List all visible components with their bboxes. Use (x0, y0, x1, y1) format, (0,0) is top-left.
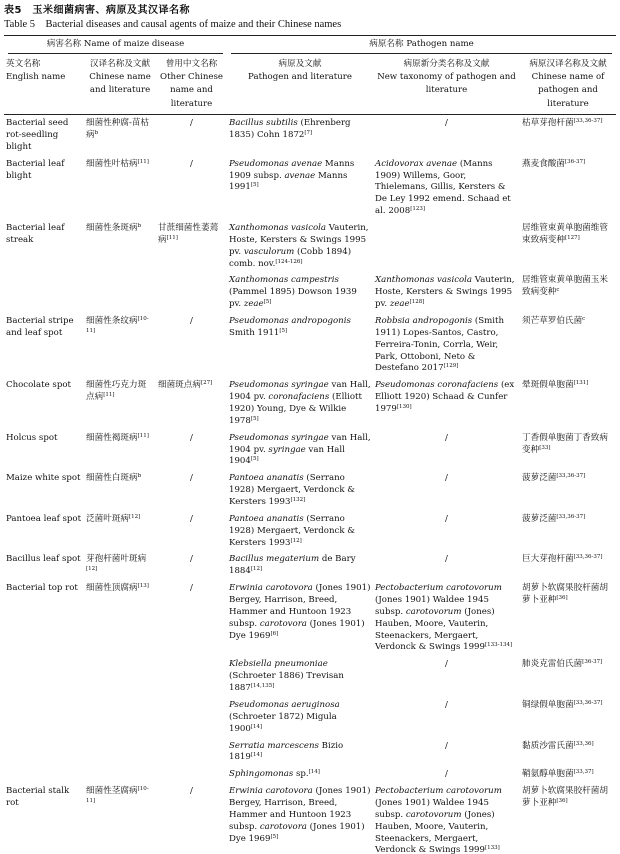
scientific-name: Bacillus subtilis (229, 118, 298, 129)
cell-other-chinese-name (156, 430, 227, 471)
cell-chinese-name (84, 551, 156, 580)
authority-text: van Hall, 1904 pv. (229, 432, 371, 455)
cell-english-name (4, 430, 84, 471)
scientific-name: Pseudomonas syringae (229, 432, 329, 443)
cell-english-name (4, 551, 84, 580)
pathogen-chinese-name-ref: [33,36] (573, 740, 594, 747)
cell-pathogen-chinese-name (520, 156, 616, 220)
table-row (4, 511, 616, 552)
reference-citation: [14] (308, 769, 320, 776)
column-header-row (4, 56, 616, 115)
cell-pathogen-chinese-name (520, 220, 616, 272)
cell-other-chinese-name (156, 511, 227, 552)
cell-new-taxonomy (373, 156, 520, 220)
table-caption-zh: 表5 玉米细菌病害、病原及其汉译名称 (4, 5, 190, 16)
cell-pathogen (227, 115, 373, 156)
cell-pathogen (227, 656, 373, 697)
chinese-name: 细菌性白斑病 (86, 473, 138, 484)
new-taxonomy-empty: / (445, 740, 448, 751)
cell-pathogen (227, 313, 373, 377)
other-chinese-name: / (190, 316, 193, 326)
scientific-name: Pseudomonas andropogonis (229, 316, 351, 326)
other-chinese-name-ref: [11] (166, 234, 178, 241)
pathogen-chinese-name-ref: [33,36-37] (573, 554, 603, 561)
cell-english-name (4, 783, 84, 854)
authority-text: Vauterin, Hoste, Kersters & Swings 1995 pv. (375, 275, 515, 310)
cell-new-taxonomy (373, 738, 520, 767)
cell-chinese-name (84, 430, 156, 471)
cell-pathogen-chinese-name (520, 656, 616, 697)
chinese-name-ref: [11] (137, 158, 149, 165)
authority-text: (Ehrenberg 1835) Cohn 1872 (229, 118, 351, 140)
new-taxonomy-empty: / (445, 659, 448, 670)
cell-other-chinese-name (156, 766, 227, 783)
reference-citation: [130] (396, 404, 412, 411)
reference-citation: [6] (270, 630, 279, 637)
pathogen-chinese-name-ref: c (582, 316, 586, 322)
other-chinese-name: / (190, 786, 193, 797)
cell-pathogen-chinese-name (520, 272, 616, 313)
cell-english-name (4, 470, 84, 511)
cell-english-name (4, 697, 84, 738)
pathogen-chinese-name-ref: [33,36-37] (556, 473, 586, 480)
pathogen-chinese-name: 晕斑假单胞菌 (522, 380, 574, 391)
authority-text: (Pammel 1895) Dowson 1939 pv. (229, 287, 357, 310)
cell-english-name (4, 220, 84, 272)
cell-english-name (4, 656, 84, 697)
pathogen-chinese-name: 燕麦食酸菌 (522, 158, 565, 169)
pathogen-chinese-name: 须芒草罗伯氏菌 (522, 316, 583, 326)
reference-citation: [133] (485, 845, 500, 852)
subspecies-name: avenae (284, 170, 316, 181)
english-name: Holcus spot (6, 432, 58, 443)
table-row (4, 580, 616, 656)
cell-new-taxonomy (373, 272, 520, 313)
cell-pathogen-chinese-name (520, 580, 616, 656)
pathogen-chinese-name-ref: [127] (564, 234, 580, 241)
cell-other-chinese-name (156, 377, 227, 429)
cell-english-name (4, 272, 84, 313)
scientific-name: Xanthomonas vasicola (375, 275, 473, 286)
cell-english-name (4, 580, 84, 656)
authority-text: (Elliott 1920) Young, Dye & Wilkie 1978 (229, 392, 362, 426)
authority-text: (Jones 1901) Waldee 1945 subsp. (375, 797, 489, 820)
table-row (4, 656, 616, 697)
cell-english-name (4, 115, 84, 156)
scientific-name: Acidovorax avenae (375, 158, 458, 169)
cell-other-chinese-name (156, 313, 227, 377)
english-name: Chocolate spot (6, 380, 71, 391)
reference-citation: [5] (250, 456, 259, 463)
subspecies-name: carotovorum (405, 606, 462, 617)
cell-pathogen-chinese-name (520, 430, 616, 471)
cell-other-chinese-name (156, 470, 227, 511)
authority-text: (Jones 1901) Bergey, Harrison, Breed, Hammer and Huntoon 1923 subsp. (229, 583, 371, 629)
cell-pathogen (227, 156, 373, 220)
chinese-name: 细菌性条斑病 (86, 222, 138, 233)
cell-other-chinese-name (156, 272, 227, 313)
cell-chinese-name (84, 220, 156, 272)
cell-other-chinese-name (156, 551, 227, 580)
pathogen-chinese-name: 居维管束黄单胞菌维管束致病变种 (522, 222, 608, 245)
cell-english-name (4, 511, 84, 552)
cell-new-taxonomy (373, 766, 520, 783)
pathogen-chinese-name: 菠萝泛菌 (522, 473, 557, 484)
reference-citation: [5] (263, 299, 272, 306)
new-taxonomy-empty: / (445, 554, 448, 565)
cell-pathogen-chinese-name (520, 783, 616, 854)
cell-pathogen-chinese-name (520, 470, 616, 511)
cell-chinese-name (84, 783, 156, 854)
authority-text: (Jones 1901) Waldee 1945 subsp. (375, 595, 489, 617)
table-row (4, 766, 616, 783)
subspecies-name: coronafaciens (268, 392, 330, 403)
subspecies-name: carotovora (259, 618, 307, 629)
english-name: Bacterial seed rot-seedling blight (6, 118, 69, 152)
english-name: Maize white spot (6, 473, 81, 484)
chinese-name: 泛菌叶斑病 (86, 513, 129, 524)
reference-citation: [5] (270, 833, 279, 840)
chinese-name-ref: b (137, 473, 142, 480)
scientific-name: Xanthomonas vasicola (229, 222, 327, 233)
chinese-name-ref: [10-11] (86, 316, 149, 334)
new-taxonomy-empty: / (445, 432, 448, 443)
pathogen-chinese-name: 枯草芽孢杆菌 (522, 118, 574, 129)
cell-pathogen (227, 377, 373, 429)
col-header-pathogen-chinese-name: 病原汉译名称及文献 Chinese name of pathogen and literature (529, 58, 607, 109)
pathogen-chinese-name: 铜绿假单胞菌 (522, 699, 574, 710)
cell-new-taxonomy (373, 656, 520, 697)
english-name: Bacterial leaf streak (6, 222, 65, 245)
other-chinese-name: / (190, 118, 193, 129)
scientific-name: Erwinia carotovora (229, 786, 313, 797)
subspecies-name: zeae (243, 299, 264, 310)
other-chinese-name: / (190, 158, 193, 169)
chinese-name: 细菌性叶枯病 (86, 158, 138, 169)
cell-english-name (4, 156, 84, 220)
new-taxonomy-empty: / (445, 473, 448, 484)
cell-chinese-name (84, 656, 156, 697)
cell-pathogen (227, 697, 373, 738)
pathogen-chinese-name: 肺炎克雷伯氏菌 (522, 659, 583, 670)
reference-citation: [14] (250, 752, 263, 759)
pathogen-chinese-name: 胡萝卜软腐果胶杆菌胡萝卜亚种 (522, 786, 608, 808)
table-row (4, 377, 616, 429)
pathogen-chinese-name-ref: [36-37] (582, 659, 603, 666)
chinese-name-ref: [12] (86, 566, 98, 573)
cell-new-taxonomy (373, 580, 520, 656)
pathogen-chinese-name: 菠萝泛菌 (522, 513, 557, 524)
cell-english-name (4, 738, 84, 767)
english-name: Bacillus leaf spot (6, 554, 81, 565)
cell-pathogen (227, 470, 373, 511)
other-chinese-name-ref: [27] (200, 380, 213, 387)
reference-citation: [7] (304, 129, 313, 136)
other-chinese-name: 甘蔗细菌性萎蔫病 (158, 222, 219, 245)
pathogen-chinese-name: 黏质沙雷氏菌 (522, 740, 574, 751)
table-row (4, 783, 616, 854)
scientific-name: Klebsiella pneumoniae (229, 659, 328, 670)
table-row (4, 115, 616, 156)
reference-citation: [123] (410, 206, 426, 213)
cell-new-taxonomy (373, 313, 520, 377)
cell-pathogen (227, 738, 373, 767)
authority-text: Vauterin, Hoste, Kersters & Swings 1995 pv. (229, 222, 369, 257)
cell-other-chinese-name (156, 115, 227, 156)
cell-pathogen (227, 580, 373, 656)
table-body (4, 115, 616, 854)
col-header-other-chinese-name: 曾用中文名称 Other Chinese name and literature (160, 58, 223, 109)
chinese-name-ref: [11] (103, 392, 115, 399)
pathogen-chinese-name-ref: [131] (573, 380, 589, 387)
cell-new-taxonomy (373, 220, 520, 272)
other-chinese-name: / (190, 432, 193, 443)
reference-citation: [124-126] (275, 258, 303, 265)
cell-new-taxonomy (373, 430, 520, 471)
subspecies-name: carotovorum (405, 809, 462, 820)
authority-text: Manns 1909 subsp. (229, 158, 355, 181)
other-chinese-name: / (190, 473, 193, 484)
table-row (4, 430, 616, 471)
cell-new-taxonomy (373, 115, 520, 156)
cell-pathogen (227, 220, 373, 272)
new-taxonomy-empty: / (445, 769, 448, 780)
table-caption-en: Table 5 Bacterial diseases and causal agents of maize and their Chinese names (4, 19, 342, 30)
reference-citation: [133-134] (485, 642, 513, 649)
scientific-name: Xanthomonas campestris (229, 275, 339, 286)
new-taxonomy-empty: / (445, 699, 448, 710)
pathogen-chinese-name: 居维管束黄单胞菌玉米致病变种 (522, 275, 608, 298)
table-row (4, 220, 616, 272)
new-taxonomy-empty: / (445, 118, 448, 129)
cell-other-chinese-name (156, 220, 227, 272)
cell-chinese-name (84, 511, 156, 552)
authority-text: (Jones) Hauben, Moore, Vauterin, Steenackers, Mergaert, Verdonck & Swings 1999 (375, 809, 495, 854)
other-chinese-name: 细菌斑点病 (158, 380, 201, 391)
reference-citation: [5] (250, 415, 259, 422)
cell-chinese-name (84, 115, 156, 156)
pathogen-chinese-name-ref: [33,36-37] (573, 699, 603, 706)
cell-chinese-name (84, 697, 156, 738)
chinese-name-ref: [12] (128, 513, 141, 520)
cell-other-chinese-name (156, 697, 227, 738)
pathogen-chinese-name: 胡萝卜软腐果胶杆菌胡萝卜亚种 (522, 583, 608, 606)
english-name: Bacterial stalk rot (6, 786, 70, 808)
authority-text: (Jones 1901) Dye 1969 (229, 618, 365, 641)
chinese-name-ref: b (94, 129, 99, 136)
scientific-name: Pectobacterium carotovorum (375, 786, 502, 797)
table-row (4, 470, 616, 511)
cell-new-taxonomy (373, 551, 520, 580)
chinese-name: 细菌性顶腐病 (86, 583, 138, 594)
chinese-name-ref: [10-11] (86, 786, 149, 804)
other-chinese-name: / (190, 583, 193, 594)
chinese-name-ref: [11] (137, 432, 149, 439)
cell-new-taxonomy (373, 470, 520, 511)
authority-text: (Smith 1911) Lopes-Santos, Castro, Ferreira-Tonin, Corrla, Weir, Park, Ottoboni, Neto & Destefano 2017 (375, 316, 505, 374)
authority-text: de Bary 1884 (229, 554, 356, 577)
col-header-pathogen: 病原及文献 Pathogen and literature (248, 58, 352, 83)
authority-text: Smith 1911 (229, 327, 280, 338)
chinese-name: 细菌性茎腐病 (86, 786, 138, 797)
scientific-name: Pectobacterium carotovorum (375, 583, 502, 594)
authority-text: van Hall, 1904 pv. (229, 380, 371, 403)
cell-chinese-name (84, 272, 156, 313)
cell-other-chinese-name (156, 156, 227, 220)
pathogen-chinese-name-ref: [36-37] (564, 158, 586, 165)
reference-citation: [14] (250, 723, 263, 730)
cell-other-chinese-name (156, 656, 227, 697)
cell-chinese-name (84, 766, 156, 783)
cell-pathogen (227, 766, 373, 783)
reference-citation: [132] (290, 497, 306, 504)
authority-text: (Manns 1909) Willems, Goor, Thielemans, Gillis, Kersters & De Ley 1992 emend. Schaad et al. 2008 (375, 158, 511, 217)
cell-pathogen-chinese-name (520, 766, 616, 783)
reference-citation: [129] (443, 363, 459, 370)
authority-text: (Schroeter 1872) Migula 1900 (229, 711, 337, 734)
pathogen-chinese-name: 鞘氨醇单胞菌 (522, 769, 574, 780)
english-name: Bacterial stripe and leaf spot (6, 316, 74, 338)
pathogen-chinese-name-ref: c (556, 287, 560, 294)
pathogen-chinese-name-ref: [33] (539, 444, 551, 451)
cell-pathogen (227, 783, 373, 854)
table-row (4, 738, 616, 767)
reference-citation: [14,135] (250, 683, 275, 690)
scientific-name: Bacillus megaterium (229, 554, 320, 565)
scientific-name: Pantoea ananatis (229, 473, 304, 484)
scientific-name: Pseudomonas syringae (229, 380, 329, 391)
pathogen-chinese-name: 巨大芽孢杆菌 (522, 554, 574, 565)
authority-text: (Jones) Hauben, Moore, Vauterin, Steenackers, Mergaert, Verdonck & Swings 1999 (375, 606, 495, 653)
bacterial-disease-table (4, 35, 616, 854)
chinese-name: 细菌性巧克力斑点病 (86, 380, 147, 403)
authority-text: sp. (293, 769, 309, 780)
cell-pathogen (227, 551, 373, 580)
new-taxonomy-empty: / (445, 513, 448, 524)
cell-pathogen (227, 272, 373, 313)
subspecies-name: vasculorum (243, 246, 295, 257)
subspecies-name: syringae (268, 444, 306, 455)
pathogen-chinese-name-ref: [36] (556, 797, 568, 804)
other-chinese-name: / (190, 554, 193, 565)
cell-pathogen-chinese-name (520, 313, 616, 377)
scientific-name: Pseudomonas aeruginosa (229, 699, 340, 710)
chinese-name-ref: b (137, 222, 142, 229)
scientific-name: Erwinia carotovora (229, 583, 313, 594)
cell-pathogen (227, 511, 373, 552)
table-row (4, 156, 616, 220)
cell-new-taxonomy (373, 511, 520, 552)
cell-pathogen-chinese-name (520, 551, 616, 580)
group-header-disease: 病害名称 Name of maize disease (4, 36, 227, 56)
reference-citation: [128] (409, 299, 425, 306)
reference-citation: [5] (250, 182, 259, 189)
col-header-english-name: 英文名称 English name (6, 58, 66, 83)
pathogen-chinese-name-ref: [36] (556, 595, 568, 602)
table-row (4, 272, 616, 313)
authority-text: Manns 1991 (229, 170, 348, 193)
scientific-name: Pantoea ananatis (229, 513, 304, 524)
authority-text: (Jones 1901) Dye 1969 (229, 821, 365, 844)
cell-english-name (4, 377, 84, 429)
authority-text: Bizio 1819 (229, 740, 344, 763)
cell-pathogen-chinese-name (520, 115, 616, 156)
authority-text: (Schroeter 1886) Trevisan 1887 (229, 671, 344, 694)
reference-citation: [12] (290, 537, 302, 544)
cell-chinese-name (84, 738, 156, 767)
authority-text: (Cobb 1894) comb. nov. (229, 246, 352, 269)
cell-pathogen-chinese-name (520, 697, 616, 738)
chinese-name-ref: [13] (137, 583, 149, 590)
subspecies-name: zeae (389, 299, 410, 310)
reference-citation: [12] (250, 566, 263, 573)
cell-pathogen-chinese-name (520, 511, 616, 552)
chinese-name: 芽孢杆菌叶斑病 (86, 554, 147, 565)
scientific-name: Pseudomonas avenae (229, 158, 323, 169)
pathogen-chinese-name: 丁香假单胞菌丁香致病变种 (522, 432, 608, 455)
chinese-name: 细菌性褐斑病 (86, 432, 138, 443)
group-header-pathogen: 病原名称 Pathogen name (227, 36, 616, 56)
cell-new-taxonomy (373, 697, 520, 738)
chinese-name: 细菌性条纹病 (86, 316, 138, 326)
scientific-name: Serratia marcescens (229, 740, 319, 751)
cell-pathogen-chinese-name (520, 738, 616, 767)
other-chinese-name: / (190, 513, 193, 524)
cell-chinese-name (84, 313, 156, 377)
authority-text: van Hall 1904 (229, 444, 345, 467)
cell-new-taxonomy (373, 377, 520, 429)
col-header-chinese-name: 汉译名称及文献 Chinese name and literature (89, 58, 151, 96)
scientific-name: Pseudomonas coronafaciens (375, 380, 499, 391)
pathogen-chinese-name-ref: [33,36-37] (573, 118, 603, 125)
authority-text: (Jones 1901) Bergey, Harrison, Breed, Hammer and Huntoon 1923 subsp. (229, 786, 371, 832)
pathogen-chinese-name-ref: [33,36-37] (556, 513, 586, 520)
subspecies-name: carotovora (259, 821, 307, 832)
cell-english-name (4, 313, 84, 377)
cell-english-name (4, 766, 84, 783)
reference-citation: [5] (279, 327, 288, 334)
pathogen-chinese-name-ref: [33,37] (573, 769, 594, 776)
cell-other-chinese-name (156, 783, 227, 854)
table-row (4, 313, 616, 377)
cell-chinese-name (84, 470, 156, 511)
cell-new-taxonomy (373, 783, 520, 854)
scientific-name: Robbsia andropogonis (375, 316, 473, 326)
scientific-name: Sphingomonas (229, 769, 294, 780)
col-header-new-taxonomy: 病原新分类名称及文献 New taxonomy of pathogen and literature (377, 58, 516, 96)
cell-pathogen-chinese-name (520, 377, 616, 429)
cell-pathogen (227, 430, 373, 471)
authority-text: (Serrano 1928) Mergaert, Verdonck & Kersters 1993 (229, 473, 355, 508)
table-row (4, 551, 616, 580)
table-row (4, 697, 616, 738)
cell-chinese-name (84, 377, 156, 429)
authority-text: (ex Elliott 1920) Schaad & Cunfer 1979 (375, 380, 515, 415)
english-name: Bacterial leaf blight (6, 158, 65, 181)
authority-text: (Serrano 1928) Mergaert, Verdonck & Kersters 1993 (229, 513, 355, 548)
english-name: Pantoea leaf spot (6, 513, 82, 524)
english-name: Bacterial top rot (6, 583, 78, 594)
chinese-name: 细菌性种腐-苗枯病 (86, 118, 150, 140)
cell-other-chinese-name (156, 738, 227, 767)
cell-chinese-name (84, 580, 156, 656)
cell-other-chinese-name (156, 580, 227, 656)
cell-chinese-name (84, 156, 156, 220)
